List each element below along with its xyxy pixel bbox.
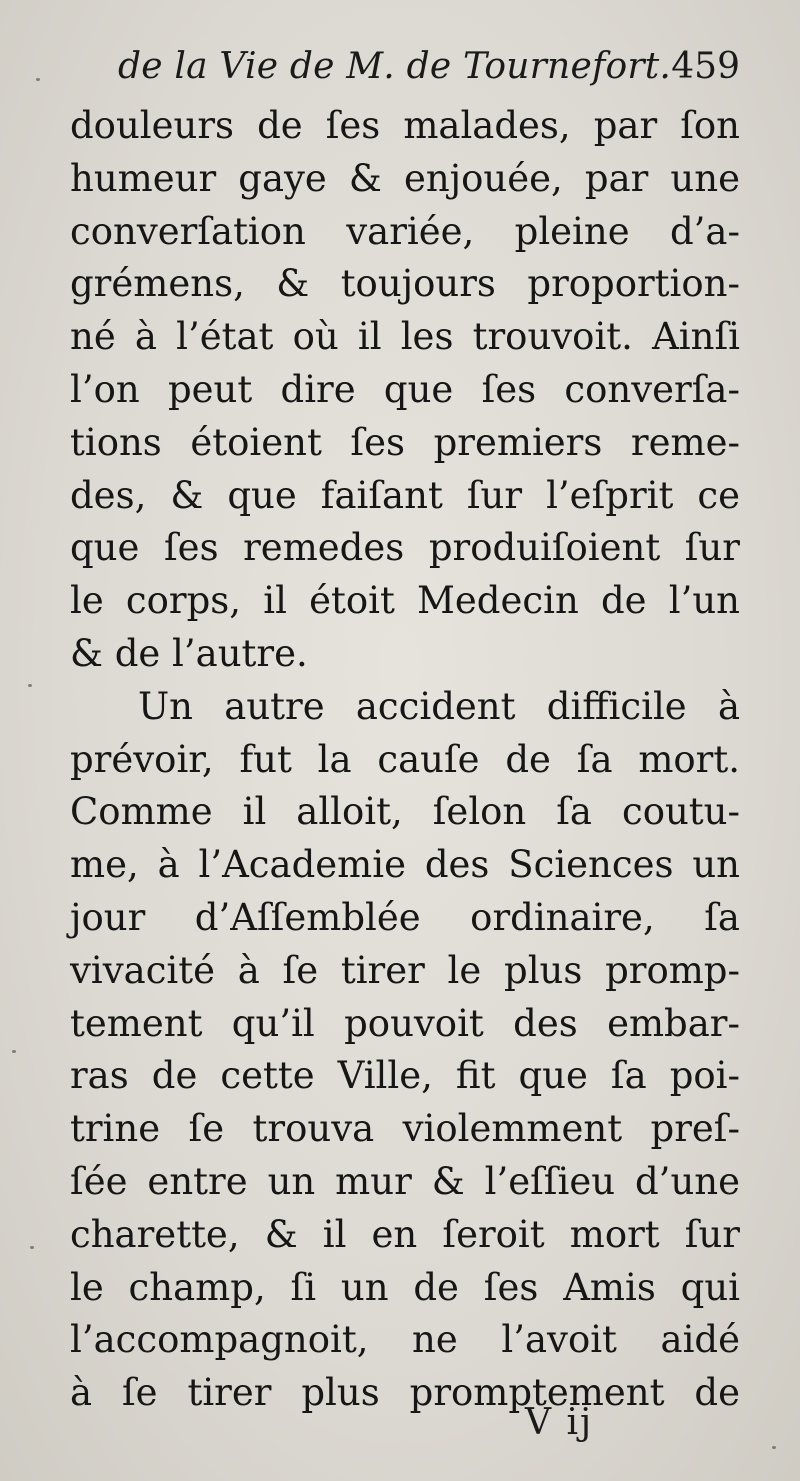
ink-speck <box>36 78 40 81</box>
text-line: le corps, il étoit Medecin de l’un <box>70 579 740 623</box>
text-line: trine ſe trouva violemment preſ- <box>70 1107 740 1151</box>
text-line: que ſes remedes produiſoient ſur <box>70 526 740 570</box>
ink-speck <box>28 684 32 687</box>
text-line: à ſe tirer plus promptement de <box>70 1371 740 1415</box>
page-header <box>118 46 740 102</box>
text-line: me, à l’Academie des Sciences un <box>70 843 740 887</box>
text-line: ras de cette Ville, fit que ſa poi- <box>70 1054 740 1098</box>
text-line: converſation variée, pleine d’a- <box>70 209 740 253</box>
text-line: tions étoient ſes premiers reme- <box>70 420 740 464</box>
text-line: tement qu’il pouvoit des embar- <box>70 1001 740 1045</box>
text-line: douleurs de ſes malades, par ſon <box>70 104 740 147</box>
text-line: des, & que faiſant ſur l’eſprit ce <box>70 473 740 517</box>
text-line: Comme il alloit, ſelon ſa coutu- <box>70 790 740 834</box>
text-line: prévoir, fut la cauſe de ſa mort. <box>70 737 740 781</box>
text-line: vivacité à ſe tirer le plus promp- <box>70 948 740 992</box>
text-line: l’on peut dire que ſes converſa- <box>70 367 740 411</box>
text-line: ſée entre un mur & l’eſſieu d’une <box>70 1159 740 1203</box>
text-line: le champ, ſi un de ſes Amis qui <box>70 1265 740 1309</box>
running-title: de la Vie de M. de Tournefort. <box>118 46 672 87</box>
ink-speck <box>772 1446 776 1449</box>
text-line: & de l’autre. <box>70 631 308 675</box>
body-text <box>70 100 740 1420</box>
text-line: jour d’Aſſemblée ordinaire, ſa <box>70 895 740 939</box>
page-number: 459 <box>671 46 740 87</box>
text-line: humeur gaye & enjouée, par une <box>70 156 740 200</box>
ink-speck <box>12 1050 16 1053</box>
text-line: charette, & il en ſeroit mort ſur <box>70 1212 740 1256</box>
text-line: Un autre accident difficile à <box>138 684 740 728</box>
text-line: l’accompagnoit, ne l’avoit aidé <box>70 1318 740 1362</box>
signature-mark: V ij <box>525 1402 594 1443</box>
text-line: né à l’état où il les trouvoit. Ainſi <box>70 315 740 359</box>
ink-speck <box>30 1246 34 1249</box>
text-line: grémens, & toujours proportion- <box>70 262 740 306</box>
